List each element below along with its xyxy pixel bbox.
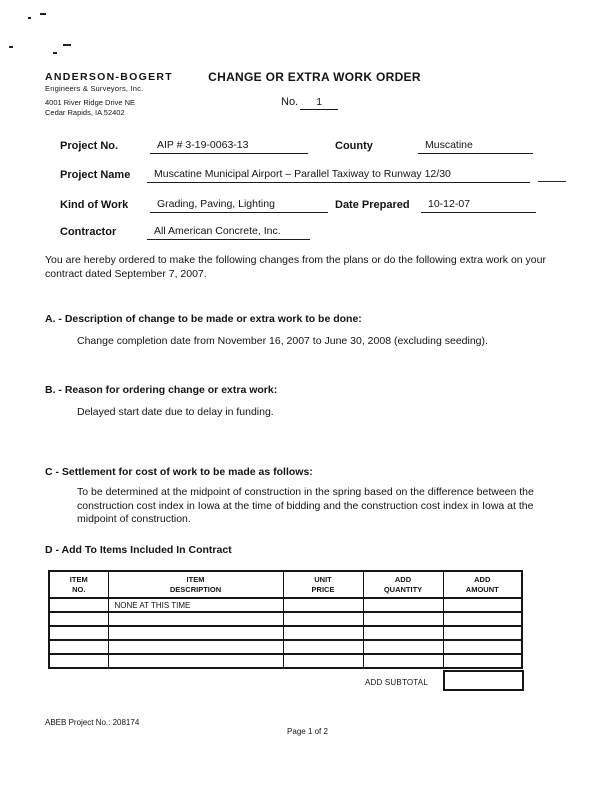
table-cell xyxy=(363,598,443,612)
company-name: ANDERSON-BOGERT xyxy=(45,71,174,83)
table-cell xyxy=(443,612,522,626)
table-cell xyxy=(283,626,363,640)
order-paragraph: You are hereby ordered to make the following changes from the plans or do the following extra work on your contract dated September 7, 2007. xyxy=(45,254,546,280)
table-cell xyxy=(443,598,522,612)
work-items-tbody xyxy=(49,598,522,668)
kind-of-work-value: Grading, Paving, Lighting xyxy=(150,198,328,213)
add-subtotal-value-box xyxy=(443,670,524,691)
scan-artifact xyxy=(40,13,46,15)
scan-artifact xyxy=(63,44,71,46)
table-cell xyxy=(49,626,108,640)
table-cell xyxy=(108,654,283,668)
table-row xyxy=(49,640,522,654)
order-number-value: 1 xyxy=(300,96,338,110)
table-cell xyxy=(108,640,283,654)
table-cell xyxy=(443,654,522,668)
table-cell xyxy=(49,612,108,626)
table-cell: NONE AT THIS TIME xyxy=(108,598,283,612)
date-prepared-value: 10-12-07 xyxy=(421,198,536,213)
company-address-line2: Cedar Rapids, IA 52402 xyxy=(45,108,125,117)
section-b-heading: B. - Reason for ordering change or extra work: xyxy=(45,384,278,396)
header-add-quantity: ADD QUANTITY xyxy=(363,571,443,598)
county-value: Muscatine xyxy=(418,139,533,154)
table-row xyxy=(49,598,522,612)
work-items-table xyxy=(48,570,523,669)
table-cell xyxy=(108,626,283,640)
order-number-label: No. xyxy=(281,96,299,108)
section-c-heading: C - Settlement for cost of work to be made as follows: xyxy=(45,466,313,478)
company-subtitle: Engineers & Surveyors, Inc. xyxy=(45,84,144,93)
project-name-label: Project Name xyxy=(60,169,131,181)
project-no-label: Project No. xyxy=(60,140,119,152)
header-unit-price: UNIT PRICE xyxy=(283,571,363,598)
project-name-value: Muscatine Municipal Airport – Parallel Taxiway to Runway 12/30 xyxy=(147,168,530,183)
company-address-line1: 4001 River Ridge Drive NE xyxy=(45,98,136,107)
table-cell xyxy=(283,640,363,654)
table-cell xyxy=(283,612,363,626)
contractor-label: Contractor xyxy=(60,226,117,238)
table-cell xyxy=(49,598,108,612)
table-cell xyxy=(49,640,108,654)
date-prepared-label: Date Prepared xyxy=(335,199,410,211)
table-cell xyxy=(363,612,443,626)
kind-of-work-label: Kind of Work xyxy=(60,199,129,211)
table-row xyxy=(49,654,522,668)
scan-artifact xyxy=(53,52,57,54)
table-cell xyxy=(363,640,443,654)
header-item-no: ITEM NO. xyxy=(49,571,108,598)
scan-artifact xyxy=(28,17,31,19)
order-number-line xyxy=(281,96,338,110)
table-cell xyxy=(363,626,443,640)
table-row xyxy=(49,612,522,626)
add-subtotal-label: ADD SUBTOTAL xyxy=(364,678,428,687)
table-header-row xyxy=(49,571,522,598)
table-row xyxy=(49,626,522,640)
section-b-body: Delayed start date due to delay in funding. xyxy=(77,406,274,418)
document-title: CHANGE OR EXTRA WORK ORDER xyxy=(208,70,421,84)
table-cell xyxy=(443,640,522,654)
footer-page-number: Page 1 of 2 xyxy=(287,727,328,736)
section-a-body: Change completion date from November 16, 2007 to June 30, 2008 (excluding seeding). xyxy=(77,335,488,347)
table-cell xyxy=(363,654,443,668)
table-cell xyxy=(283,598,363,612)
section-a-heading: A. - Description of change to be made or extra work to be done: xyxy=(45,313,362,325)
header-item-description: ITEM DESCRIPTION xyxy=(108,571,283,598)
table-cell xyxy=(443,626,522,640)
header-add-amount: ADD AMOUNT xyxy=(443,571,522,598)
project-no-value: AIP # 3-19-0063-13 xyxy=(150,139,308,154)
county-label: County xyxy=(335,140,373,152)
section-c-body: To be determined at the midpoint of construction in the spring based on the difference between the construction cost index in Iowa at the time of bidding and the construction cost index in Iowa at the midpoint of construction. xyxy=(77,486,534,525)
scan-artifact xyxy=(538,170,566,182)
table-cell xyxy=(49,654,108,668)
section-d-heading: D - Add To Items Included In Contract xyxy=(45,544,232,556)
table-cell xyxy=(283,654,363,668)
table-cell xyxy=(108,612,283,626)
scan-artifact xyxy=(9,46,13,48)
contractor-value: All American Concrete, Inc. xyxy=(147,225,310,240)
footer-project-ref: ABEB Project No.: 208174 xyxy=(45,718,140,727)
